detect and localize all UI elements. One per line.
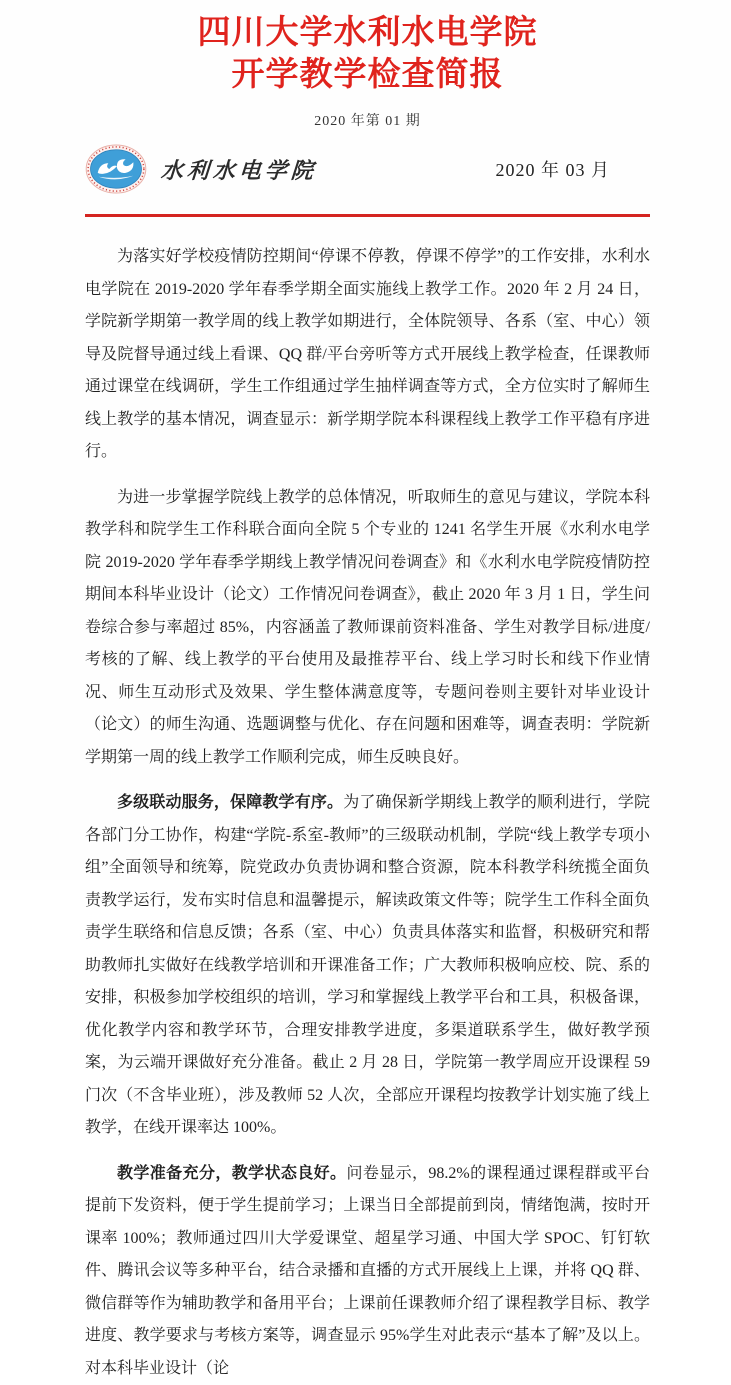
college-wave-logo-icon	[85, 144, 147, 194]
paragraph-3	[85, 787, 650, 1145]
paragraph-3-lead: 多级联动服务，保障教学有序。	[117, 794, 343, 811]
header-divider	[85, 214, 650, 217]
issue-date: 2020 年 03 月	[496, 156, 611, 182]
masthead	[85, 140, 650, 198]
paragraph-1	[85, 241, 650, 469]
paragraph-3-text: 为了确保新学期线上教学的顺利进行，学院各部门分工协作，构建“学院-系室-教师”的三级联动机制，学院“线上教学专项小组”全面领导和统筹，院党政办负责协调和整合资源，院本科教学科统揽全面负责教学运行，发布实时信息和温馨提示，解读政策文件等；院学生工作科全面负责学生联络和信息反馈；各系（室、中心）负责具体落实和监督，积极研究和帮助教师扎实做好在线教学培训和开课准备工作；广大教师积极响应校、院、系的安排，积极参加学校组织的培训，学习和掌握线上教学平台和工具，积极备课，优化教学内容和教学环节，合理安排教学进度，多渠道联系学生，做好教学预案，为云端开课做好充分准备。截止 2 月 28 日，学院第一教学周应开设课程 59 门次（不含毕业班），涉及教师 52 人次，全部应开课程均按教学计划实施了线上教学，在线开课率达 100%。	[85, 794, 650, 1136]
paragraph-2-text: 为进一步掌握学院线上教学的总体情况，听取师生的意见与建议，学院本科教学科和院学生工作科联合面向全院 5 个专业的 1241 名学生开展《水利水电学院 2019-2020 学年春季学期线上教学情况问卷调查》和《水利水电学院疫情防控期间本科毕业设计（论文）工作情况问卷调查》，截止 2020 年 3 月 1 日，学生问卷综合参与率超过 85%，内容涵盖了教师课前资料准备、学生对教学目标/进度/考核的了解、线上教学的平台使用及最推荐平台、线上学习时长和线下作业情况、师生互动形式及效果、学生整体满意度等，专题问卷则主要针对毕业设计（论文）的师生沟通、选题调整与优化、存在问题和困难等，调查表明：学院新学期第一周的线上教学工作顺利完成，师生反映良好。	[85, 489, 650, 766]
paragraph-4-text: 问卷显示，98.2%的课程通过课程群或平台提前下发资料，便于学生提前学习；上课当日全部提前到岗，情绪饱满，按时开课率 100%；教师通过四川大学爱课堂、超星学习通、中国大学 SPOC、钉钉软件、腾讯会议等多种平台，结合录播和直播的方式开展线上上课，并将 QQ 群、微信群等作为辅助教学和备用平台；上课前任课教师介绍了课程教学目标、教学进度、教学要求与考核方案等，调查显示 95%学生对此表示“基本了解”及以上。对本科毕业设计（论	[85, 1165, 650, 1377]
document-body	[85, 241, 650, 1385]
paragraph-1-text: 为落实好学校疫情防控期间“停课不停教，停课不停学”的工作安排，水利水电学院在 2019-2020 学年春季学期全面实施线上教学工作。2020 年 2 月 24 日，学院新学期第一教学周的线上教学如期进行，全体院领导、各系（室、中心）领导及院督导通过线上看课、QQ 群/平台旁听等方式开展线上教学检查，任课教师通过课堂在线调研，学生工作组通过学生抽样调查等方式，全方位实时了解师生线上教学的基本情况，调查显示：新学期学院本科课程线上教学工作平稳有序进行。	[85, 248, 650, 460]
title-line-2: 开学教学检查简报	[85, 54, 650, 96]
title-line-1: 四川大学水利水电学院	[85, 12, 650, 54]
page-title	[85, 12, 650, 96]
paragraph-4	[85, 1158, 650, 1385]
issue-number: 2020 年第 01 期	[85, 110, 650, 130]
paragraph-4-lead: 教学准备充分，教学状态良好。	[117, 1165, 346, 1182]
org-name: 水利水电学院	[160, 154, 318, 185]
paragraph-2	[85, 482, 650, 775]
